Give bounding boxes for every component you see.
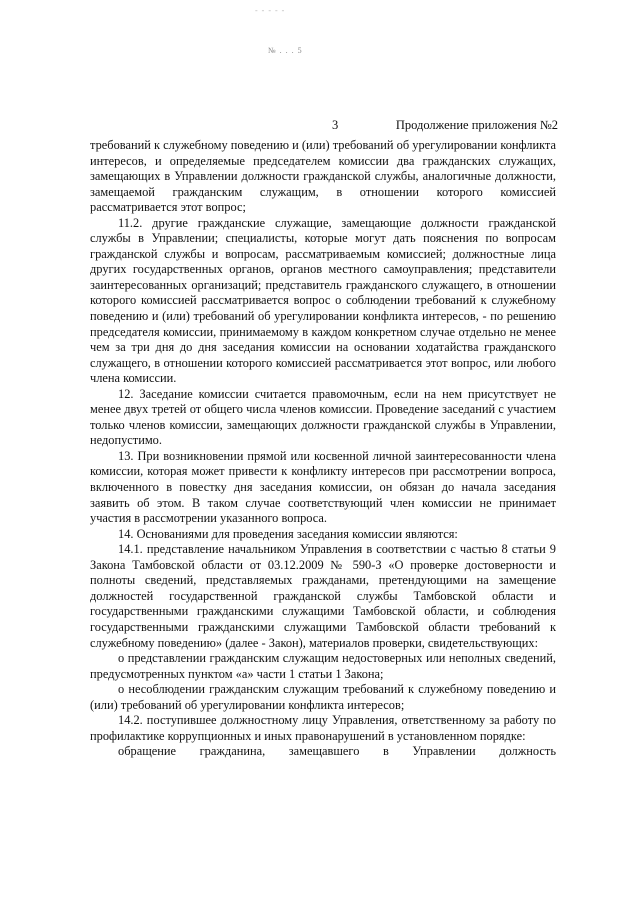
scan-artifact-top: - - - - -: [255, 6, 286, 15]
scan-artifact-code: № . . . 5: [268, 46, 303, 55]
paragraph-14-1-item-b: о несоблюдении гражданским служащим требований к служебному поведению и (или) требований об урегулировании конфликта интересов;: [90, 682, 556, 712]
paragraph-14-2: 14.2. поступившее должностному лицу Управления, ответственному за работу по профилактике коррупционных и иных правонарушений в установленном порядке:: [90, 713, 556, 743]
paragraph-14-1-item-a: о представлении гражданским служащим недостоверных или неполных сведений, предусмотренных пунктом «а» части 1 статьи 1 Закона;: [90, 651, 556, 681]
paragraph-14-1: 14.1. представление начальником Управления в соответствии с частью 8 статьи 9 Закона Тамбовской области от 03.12.2009 № 590-З «О проверке достоверности и полноты сведений, представляемых гражданами, претендующими на замещение должностей государственной гражданской службы Тамбовской области и государственными гражданскими служащими Тамбовской области, и соблюдения государственными гражданскими служащими Тамбовской области требований к служебному поведению» (далее - Закон), материалов проверки, свидетельствующих:: [90, 542, 556, 650]
document-body: [90, 138, 556, 760]
page-number: 3: [332, 118, 339, 132]
paragraph-continuation: требований к служебному поведению и (или) требований об урегулировании конфликта интересов, и определяемые председателем комиссии два гражданских служащих, замещающих в Управлении должности гражданской службы, аналогичные должности, замещаемой гражданским служащим, в отношении которого комиссией рассматривается этот вопрос;: [90, 138, 556, 215]
paragraph-12: 12. Заседание комиссии считается правомочным, если на нем присутствует не менее двух третей от общего числа членов комиссии. Проведение заседаний с участием только членов комиссии, замещающих должности гражданской службы в Управлении, недопустимо.: [90, 386, 556, 448]
paragraph-13: 13. При возникновении прямой или косвенной личной заинтересованности члена комиссии, которая может привести к конфликту интересов при рассмотрении вопроса, включенного в повестку дня заседания комиссии, он обязан до начала заседания заявить об этом. В таком случае соответствующий член комиссии не принимает участия в рассмотрении указанного вопроса.: [90, 448, 556, 526]
paragraph-14-2-item: обращение гражданина, замещавшего в Управлении должность: [118, 744, 556, 759]
paragraph-14: 14. Основаниями для проведения заседания комиссии являются:: [118, 526, 458, 541]
page-header: [88, 118, 558, 134]
appendix-continuation-label: Продолжение приложения №2: [395, 118, 558, 132]
paragraph-11-2: 11.2. другие гражданские служащие, замещающие должности гражданской службы в Управлении; специалисты, которые могут дать пояснения по вопросам гражданской службы и вопросам, рассматриваемым комиссией; должностные лица других государственных органов, органов местного самоуправления; представители заинтересованных организаций; представитель гражданского служащего, в отношении которого комиссией рассматривается вопрос о соблюдении требований к служебному поведению и (или) требований об урегулировании конфликта интересов, - по решению председателя комиссии, принимаемому в каждом конкретном случае отдельно не менее чем за три дня до дня заседания комиссии на основании ходатайства гражданского служащего, в отношении которого комиссией рассматривается этот вопрос, или любого члена комиссии.: [90, 215, 556, 386]
